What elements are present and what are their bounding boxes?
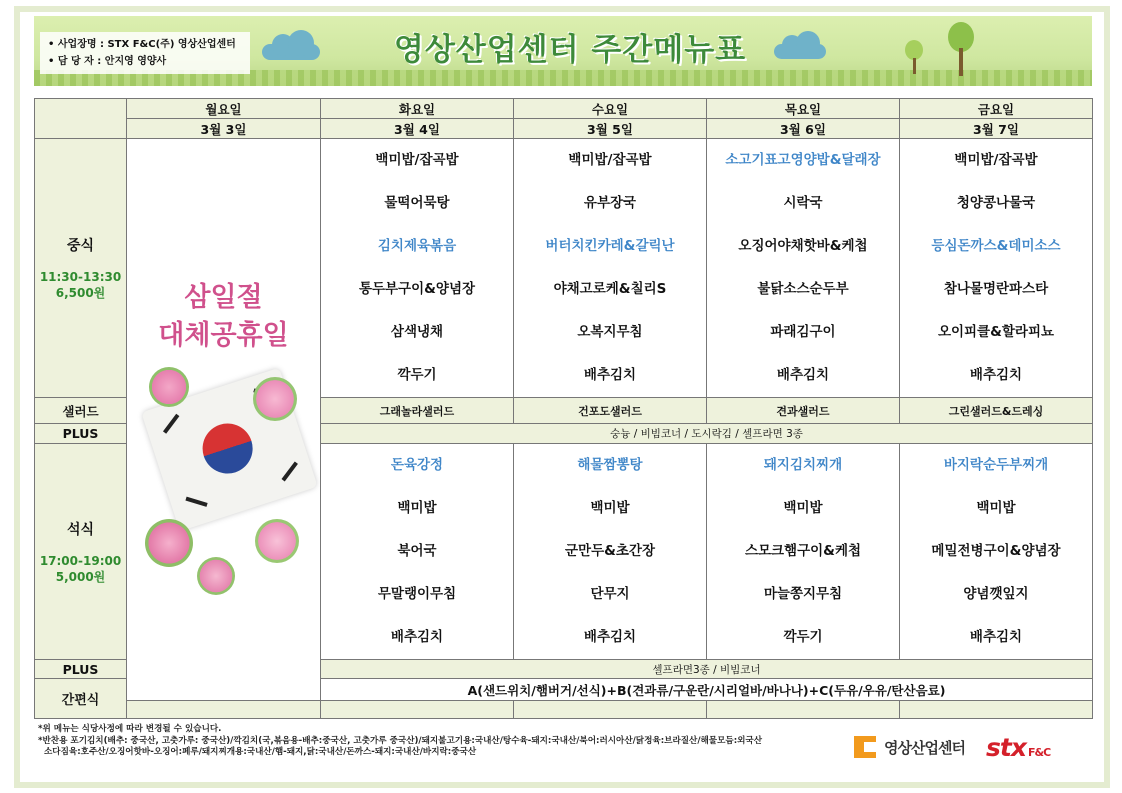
stx-logo [986,733,1050,762]
blank-cell [127,701,321,719]
day-header: 금요일 [900,99,1093,119]
menu-item: 깍두기 [783,629,823,645]
menu-item: 메밀전병구이&양념장 [931,543,1061,559]
plus-lunch-text: 숭늉 / 비빔코너 / 도시락김 / 셀프라면 3종 [321,424,1093,444]
holiday-label [127,279,320,355]
menu-item: 소고기표고영양밥&달래장 [725,152,881,168]
menu-item: 청양콩나물국 [956,195,1036,211]
menu-item: 돈육강정 [390,457,444,473]
center-logo-icon [852,734,878,760]
plus-dinner-text: 셀프라면3종 / 비빔코너 [321,660,1093,679]
menu-item: 돼지김치찌개 [763,457,843,473]
menu-item: 오복지무침 [577,324,643,340]
menu-item: 참나물명란파스타 [943,281,1049,297]
menu-item: 불닭소스순두부 [757,281,849,297]
salad-item: 건포도샐러드 [514,398,707,424]
page-title: 영상산업센터 주간메뉴표 [393,32,747,68]
cloud-icon [262,44,320,60]
dinner-label: 석식 [66,521,95,538]
fnc-logo-text: F&C [1027,746,1051,759]
center-logo [852,734,965,760]
menu-item: 백미밥 [783,500,823,516]
dinner-menu-tue [321,444,514,660]
footnote: 소다짐육:호주산/오징어핫바-오징어:페루/돼지찌개용:국내산/햄-돼지,닭:국내산/돈까스-돼지:국내산/바지락:중국산 [44,747,477,757]
day-header: 수요일 [514,99,707,119]
menu-table [34,98,1093,719]
menu-item: 오이피클&할라피뇨 [937,324,1055,340]
menu-item: 버터치킨카레&갈릭난 [545,238,675,254]
dinner-hours: 17:00-19:00 [39,553,122,568]
menu-item: 백미밥 [397,500,437,516]
date-header: 3월 7일 [900,119,1093,139]
holiday-cell [127,139,321,701]
corner-cell [35,99,127,139]
plus-label: PLUS [35,424,127,444]
menu-item: 배추김치 [969,629,1023,645]
blank-cell [514,701,707,719]
center-logo-text: 영상산업센터 [884,738,965,757]
flower-icon [253,377,297,421]
tree-icon [900,40,930,76]
menu-item: 유부장국 [583,195,637,211]
menu-item: 백미밥/잡곡밥 [375,152,459,168]
menu-item: 배추김치 [583,629,637,645]
lunch-menu-tue [321,139,514,398]
menu-item: 오징어야채핫바&케첩 [738,238,868,254]
snack-text: A(샌드위치/햄버거/선식)+B(견과류/구운란/시리얼바/바나나)+C(두유/우유/탄산음료) [321,679,1093,701]
lunch-price: 6,500원 [55,286,106,300]
menu-item: 백미밥/잡곡밥 [568,152,652,168]
blank-cell [321,701,514,719]
footnotes [38,724,858,759]
menu-item: 단무지 [590,586,630,602]
info-line-manager: • 담 당 자 : 안지영 영양사 [48,53,242,70]
blank-cell [707,701,900,719]
day-header: 화요일 [321,99,514,119]
date-header: 3월 4일 [321,119,514,139]
menu-item: 김치제육볶음 [377,238,457,254]
salad-item: 견과샐러드 [707,398,900,424]
tree-icon [940,22,980,78]
stx-logo-text: stx [986,733,1026,762]
menu-item: 물떡어묵탕 [384,195,450,211]
flower-icon [145,519,193,567]
menu-item: 파래김구이 [770,324,836,340]
info-line-company: • 사업장명 : STX F&C(주) 영상산업센터 [48,36,242,53]
blank-cell [900,701,1093,719]
dinner-time [35,553,126,585]
flower-icon [197,557,235,595]
menu-item: 마늘쫑지무침 [763,586,843,602]
lunch-menu-wed [514,139,707,398]
menu-item: 배추김치 [583,367,637,383]
lunch-time [35,269,126,301]
menu-item: 백미밥/잡곡밥 [954,152,1038,168]
taeguk-icon [196,417,259,480]
flower-icon [255,519,299,563]
menu-item: 해물짬뽕탕 [577,457,643,473]
date-header: 3월 5일 [514,119,707,139]
info-box [40,32,250,74]
lunch-menu-fri [900,139,1093,398]
footnote: *반찬용 포기김치(배추: 중국산, 고춧가루: 중국산)/깍김치(국,볶음용-배추:중국산, 고춧가루 중국산)/돼지불고기용:국내산/탕수육-돼지:국내산/북어:러시아산/닭정육:브라질산/해물모듬:외국산 [38,735,763,746]
menu-item: 백미밥 [976,500,1016,516]
holiday-line-1: 삼일절 [184,282,263,313]
holiday-line-2: 대체공휴일 [158,320,289,351]
menu-item: 배추김치 [969,367,1023,383]
salad-label: 샐러드 [35,398,127,424]
menu-item: 무말랭이무침 [377,586,457,602]
dinner-label-cell [35,444,127,660]
menu-item: 야채고로케&칠리S [553,281,667,297]
lunch-hours: 11:30-13:30 [39,270,122,284]
lunch-label-cell [35,139,127,398]
menu-item: 배추김치 [776,367,830,383]
dinner-menu-thu [707,444,900,660]
menu-item: 깍두기 [397,367,437,383]
menu-item: 바지락순두부찌개 [943,457,1049,473]
dinner-menu-fri [900,444,1093,660]
menu-item: 등심돈까스&데미소스 [931,238,1061,254]
menu-item: 백미밥 [590,500,630,516]
menu-item: 시락국 [783,195,823,211]
menu-item: 군만두&초간장 [564,543,656,559]
flower-icon [149,367,189,407]
menu-item: 양념깻잎지 [963,586,1029,602]
menu-item: 삼색냉채 [390,324,444,340]
cloud-icon [774,44,826,59]
day-header: 월요일 [127,99,321,119]
footnote: *위 메뉴는 식당사정에 따라 변경될 수 있습니다. [38,724,222,734]
snack-label: 간편식 [35,679,127,719]
date-header: 3월 6일 [707,119,900,139]
lunch-label: 중식 [66,238,95,254]
dinner-price: 5,000원 [55,569,106,584]
salad-item: 그린샐러드&드레싱 [900,398,1093,424]
date-header: 3월 3일 [127,119,321,139]
salad-item: 그래놀라샐러드 [321,398,514,424]
menu-item: 북어국 [397,543,437,559]
day-header: 목요일 [707,99,900,119]
menu-item: 배추김치 [390,629,444,645]
dinner-menu-wed [514,444,707,660]
menu-item: 통두부구이&양념장 [358,281,476,297]
menu-item: 스모크햄구이&케첩 [744,543,862,559]
plus-label: PLUS [35,660,127,679]
lunch-menu-thu [707,139,900,398]
